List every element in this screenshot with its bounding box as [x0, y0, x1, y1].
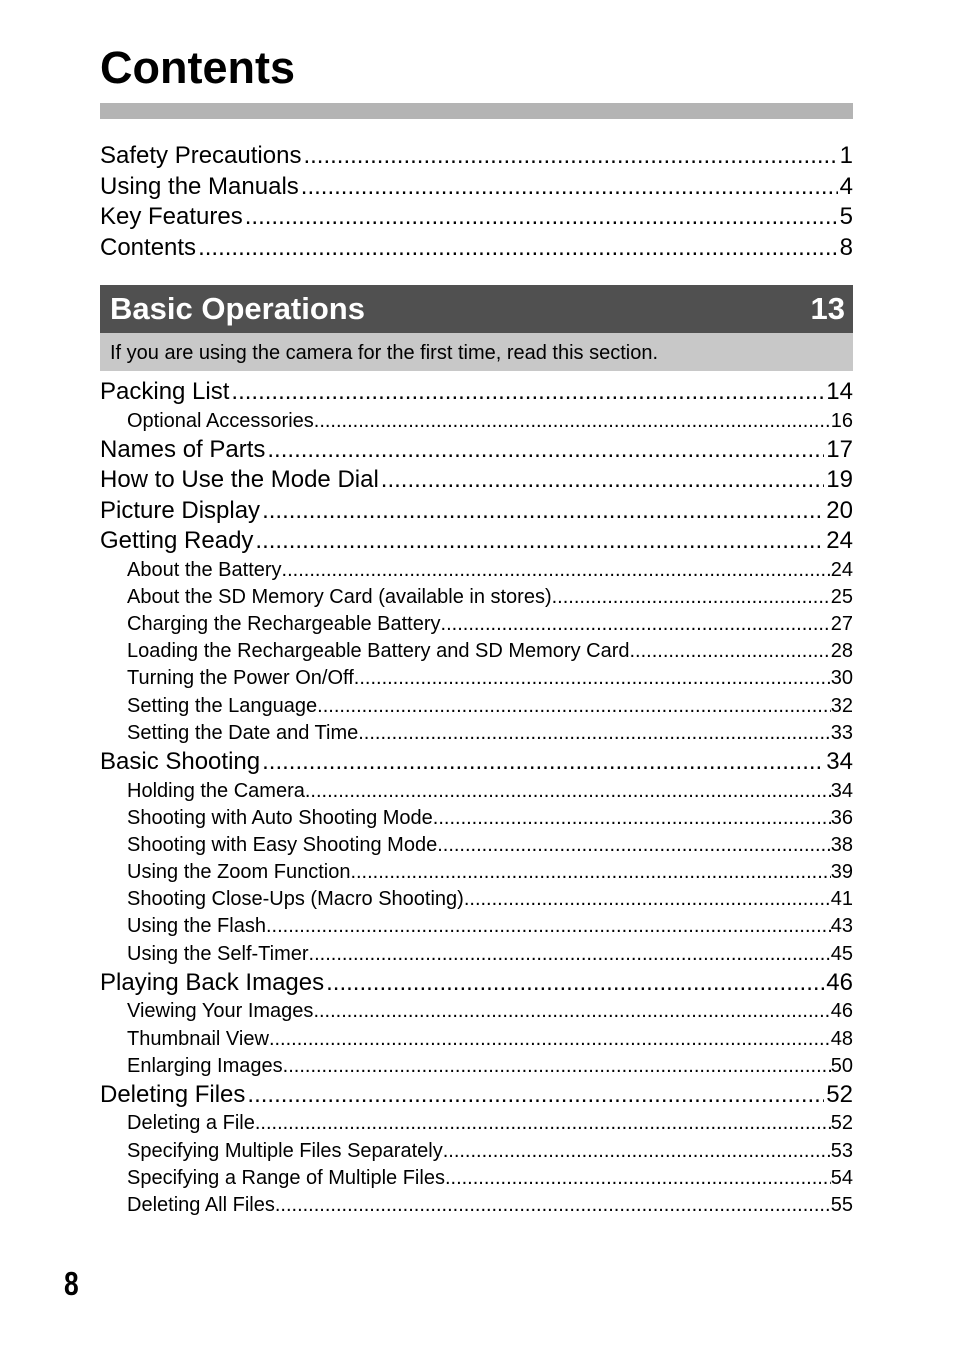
toc-entry-label: Using the Manuals	[100, 172, 299, 200]
toc-entry-page: 16	[830, 409, 853, 432]
toc-entry-page: 32	[830, 694, 853, 717]
toc-entry-label: How to Use the Mode Dial	[100, 466, 379, 494]
toc-subentry[interactable]	[100, 611, 853, 638]
dot-leader	[358, 720, 831, 747]
toc-entry-label: Setting the Date and Time	[127, 721, 359, 744]
dot-leader	[437, 832, 831, 859]
dot-leader	[303, 141, 837, 172]
toc-entry-page: 41	[830, 888, 853, 911]
toc-entry-label: Using the Self-Timer	[127, 942, 309, 965]
toc-subentry[interactable]	[100, 998, 853, 1025]
section-note	[100, 333, 853, 371]
toc-entry-page: 19	[826, 466, 853, 494]
toc-subentry[interactable]	[100, 859, 853, 886]
toc-entry-page: 8	[839, 233, 853, 261]
toc-entry-label: Shooting with Auto Shooting Mode	[127, 806, 433, 829]
toc-entry-page: 46	[826, 968, 853, 996]
toc-entry[interactable]	[100, 526, 853, 557]
dot-leader	[552, 584, 831, 611]
toc-subentry[interactable]	[100, 1192, 853, 1219]
toc-subentry[interactable]	[100, 1165, 853, 1192]
toc-entry-page: 5	[839, 203, 853, 230]
toc-entry-page: 52	[830, 1112, 853, 1135]
toc-entry-label: Deleting Files	[100, 1080, 246, 1108]
toc-entry[interactable]	[100, 377, 853, 408]
dot-leader	[282, 557, 831, 584]
toc-entry-label: Contents	[100, 233, 197, 261]
toc-entry-page: 25	[830, 585, 853, 608]
toc-entry-label: Charging the Rechargeable Battery	[127, 613, 441, 636]
dot-leader	[283, 1053, 831, 1080]
section-header	[100, 285, 853, 333]
toc-entry-page: 24	[826, 527, 853, 555]
dot-leader	[247, 1080, 824, 1111]
dot-leader	[443, 1138, 831, 1165]
toc-subentry[interactable]	[100, 1138, 853, 1165]
toc-entry-page: 30	[830, 667, 853, 690]
toc-entry-page: 4	[839, 172, 853, 200]
toc-entry-page: 45	[830, 942, 853, 965]
toc-entry-label: Shooting Close-Ups (Macro Shooting)	[127, 888, 464, 911]
dot-leader	[198, 233, 838, 264]
page-number: 8	[64, 1265, 79, 1302]
toc-entry[interactable]	[100, 202, 853, 233]
toc-subentry[interactable]	[100, 665, 853, 692]
toc-entry-page: 48	[830, 1027, 853, 1050]
toc-entry-label: Deleting a File	[127, 1112, 255, 1135]
toc-entry-page: 38	[830, 833, 853, 856]
dot-leader	[262, 747, 824, 778]
toc-subentry[interactable]	[100, 638, 853, 665]
toc-entry-page: 34	[826, 748, 853, 775]
toc-entry-page: 54	[830, 1166, 853, 1189]
dot-leader	[350, 859, 830, 886]
dot-leader	[381, 465, 825, 496]
toc-entry-page: 53	[830, 1139, 853, 1162]
toc-entry-page: 36	[830, 806, 853, 829]
toc-entry-page: 1	[839, 142, 853, 169]
toc-entry-page: 14	[826, 378, 853, 405]
toc-entry-page: 33	[830, 721, 853, 744]
toc-entry-label: Shooting with Easy Shooting Mode	[127, 833, 438, 856]
toc-entry[interactable]	[100, 141, 853, 172]
dot-leader	[354, 665, 831, 692]
section-page-number: 13	[810, 291, 845, 326]
toc-entry[interactable]	[100, 496, 853, 527]
toc-entry[interactable]	[100, 1080, 853, 1111]
toc-entry-label: Specifying a Range of Multiple Files	[127, 1166, 445, 1189]
toc-subentry[interactable]	[100, 557, 853, 584]
toc-entry-label: Enlarging Images	[127, 1054, 283, 1077]
dot-leader	[255, 526, 824, 557]
toc-entry-page: 34	[830, 779, 853, 802]
toc-entry[interactable]	[100, 233, 853, 264]
dot-leader	[255, 1110, 831, 1137]
toc-entry-label: Thumbnail View	[127, 1027, 269, 1050]
toc-subentry[interactable]	[100, 1053, 853, 1080]
toc-entry-page: 27	[830, 613, 853, 636]
section-toc	[100, 377, 853, 1219]
dot-leader	[317, 693, 831, 720]
dot-leader	[245, 202, 838, 233]
toc-subentry[interactable]	[100, 778, 853, 805]
toc-entry-label: Packing List	[100, 378, 230, 405]
intro-toc	[100, 141, 853, 263]
dot-leader	[309, 941, 831, 968]
toc-entry-label: Viewing Your Images	[127, 1000, 314, 1023]
toc-entry-label: Playing Back Images	[100, 968, 325, 996]
toc-subentry[interactable]	[100, 832, 853, 859]
dot-leader	[301, 172, 838, 203]
dot-leader	[266, 913, 831, 940]
toc-entry-label: Turning the Power On/Off	[127, 667, 354, 690]
toc-subentry[interactable]	[100, 913, 853, 940]
toc-entry[interactable]	[100, 968, 853, 999]
page-title: Contents	[100, 42, 295, 93]
toc-entry-page: 43	[830, 915, 853, 938]
toc-entry-label: Deleting All Files	[127, 1193, 275, 1216]
toc-entry-page: 28	[830, 640, 853, 663]
dot-leader	[326, 968, 824, 999]
dot-leader	[305, 778, 831, 805]
toc-entry-page: 46	[830, 1000, 853, 1023]
toc-subentry[interactable]	[100, 408, 853, 435]
section-note-text: If you are using the camera for the first time, read this section.	[110, 342, 659, 364]
toc-entry-page: 52	[826, 1080, 853, 1108]
toc-entry-label: Setting the Language	[127, 694, 318, 717]
toc-entry-page: 39	[830, 861, 853, 884]
toc-entry-label: Key Features	[100, 203, 243, 230]
toc-subentry[interactable]	[100, 693, 853, 720]
dot-leader	[262, 496, 824, 527]
dot-leader	[267, 435, 824, 466]
toc-subentry[interactable]	[100, 720, 853, 747]
dot-leader	[231, 377, 824, 408]
dot-leader	[445, 1165, 831, 1192]
toc-entry-page: 55	[830, 1193, 853, 1216]
toc-entry-label: Using the Zoom Function	[127, 861, 351, 884]
toc-entry-label: Basic Shooting	[100, 748, 261, 775]
toc-entry[interactable]	[100, 747, 853, 778]
toc-subentry[interactable]	[100, 584, 853, 611]
toc-entry[interactable]	[100, 435, 853, 466]
toc-entry[interactable]	[100, 172, 853, 203]
toc-entry-label: Picture Display	[100, 496, 261, 524]
dot-leader	[313, 998, 830, 1025]
dot-leader	[269, 1026, 831, 1053]
toc-entry-label: Optional Accessories	[127, 409, 314, 432]
toc-entry-page: 50	[830, 1054, 853, 1077]
toc-entry-page: 20	[826, 496, 853, 524]
dot-leader	[433, 805, 831, 832]
dot-leader	[441, 611, 831, 638]
toc-subentry[interactable]	[100, 941, 853, 968]
toc-entry-label: Loading the Rechargeable Battery and SD Memory Card	[127, 640, 630, 663]
toc-subentry[interactable]	[100, 805, 853, 832]
toc-subentry[interactable]	[100, 886, 853, 913]
section-title: Basic Operations	[110, 291, 365, 326]
toc-entry-page: 17	[826, 435, 853, 463]
toc-entry-label: Getting Ready	[100, 527, 254, 555]
title-rule	[100, 103, 853, 119]
toc-entry-label: About the Battery	[127, 558, 282, 581]
dot-leader	[275, 1192, 831, 1219]
toc-entry-label: Names of Parts	[100, 435, 266, 463]
toc-entry-label: Specifying Multiple Files Separately	[127, 1139, 443, 1162]
toc-entry-label: Safety Precautions	[100, 142, 302, 169]
toc-subentry[interactable]	[100, 1026, 853, 1053]
toc-entry-label: Using the Flash	[127, 915, 266, 938]
toc-entry-label: About the SD Memory Card (available in stores)	[127, 585, 552, 608]
toc-subentry[interactable]	[100, 1110, 853, 1137]
toc-entry-label: Holding the Camera	[127, 779, 305, 802]
toc-entry-page: 24	[830, 558, 853, 581]
dot-leader	[630, 638, 831, 665]
dot-leader	[314, 408, 831, 435]
toc-entry[interactable]	[100, 465, 853, 496]
dot-leader	[464, 886, 831, 913]
